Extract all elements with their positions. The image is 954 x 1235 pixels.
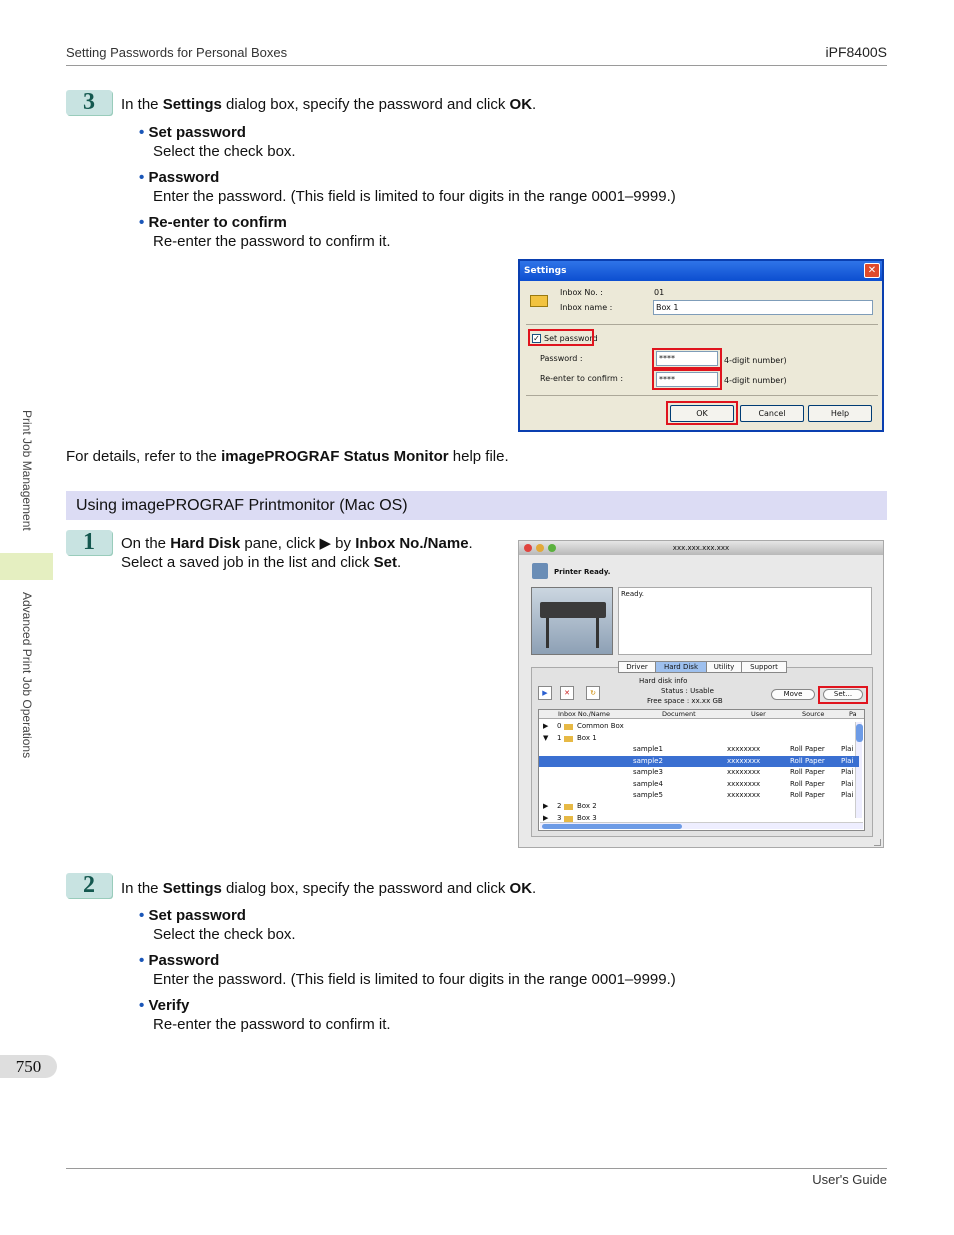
dialog-title: Settings <box>520 261 882 281</box>
job-user: xxxxxxxx <box>727 745 761 753</box>
step-3-bullet-password: • Password Enter the password. (This field is limited to four digits in the range 0001–9999.) <box>139 169 676 205</box>
bullet-dot: • <box>139 214 145 231</box>
printer-status-icon <box>532 563 548 579</box>
bullet-dot: • <box>139 997 145 1014</box>
close-icon[interactable]: ✕ <box>864 263 880 278</box>
print-job-icon[interactable]: ↻ <box>586 686 600 700</box>
password-hint: 4-digit number) <box>724 356 787 365</box>
hd-free-space: Free space : xx.xx GB <box>647 697 723 705</box>
disclosure-icon[interactable]: ▼ <box>543 733 549 742</box>
job-source: Roll Paper <box>790 779 825 788</box>
dialog-divider <box>526 395 878 396</box>
step-2-instruction: In the Settings dialog box, specify the password and click OK. <box>121 880 537 897</box>
box-name: Common Box <box>577 722 624 730</box>
job-paper: Plai <box>841 768 854 776</box>
box-number: 3 <box>557 813 562 822</box>
running-header-title: Setting Passwords for Personal Boxes <box>66 45 288 60</box>
step-2-bullet-set-password: • Set password Select the check box. <box>139 907 296 943</box>
job-document: sample5 <box>633 791 663 799</box>
step-1-instruction: On the Hard Disk pane, click ▶ by Inbox No./Name. Select a saved job in the list and click Set. <box>121 535 473 571</box>
step-1-badge: 1 <box>66 530 112 555</box>
printer-image <box>531 587 613 655</box>
col-document[interactable]: Document <box>662 710 696 718</box>
step-2-badge: 2 <box>66 873 112 898</box>
box-row-2[interactable] <box>539 801 859 813</box>
page-number: 750 <box>0 1055 57 1078</box>
set-password-checkbox[interactable]: ✓ <box>533 334 540 343</box>
box-name: Box 2 <box>577 802 597 810</box>
job-row-4[interactable] <box>539 779 859 791</box>
job-user: xxxxxxxx <box>727 768 761 776</box>
settings-dialog-screenshot <box>518 259 884 432</box>
reenter-hint: 4-digit number) <box>724 376 787 385</box>
password-label: Password : <box>540 354 583 363</box>
box-row-0[interactable] <box>539 721 859 733</box>
delete-job-icon[interactable]: ✕ <box>560 686 574 700</box>
col-pa[interactable]: Pa <box>849 710 857 718</box>
box-number: 1 <box>557 733 562 742</box>
col-user[interactable]: User <box>751 710 766 718</box>
close-icon[interactable] <box>524 544 532 552</box>
resize-grip-icon[interactable] <box>874 839 881 846</box>
password-input[interactable]: **** <box>656 351 718 366</box>
step-3-instruction: In the Settings dialog box, specify the password and click OK. <box>121 96 537 113</box>
printer-status-heading: Printer Ready. <box>554 568 611 576</box>
bullet-dot: • <box>139 124 145 141</box>
box-row-1[interactable] <box>539 733 859 745</box>
box-number: 2 <box>557 802 562 810</box>
tab-driver[interactable]: Driver <box>618 661 656 673</box>
job-paper: Plai <box>841 756 854 765</box>
step-3-bullet-reenter: • Re-enter to confirm Re-enter the password to confirm it. <box>139 214 391 250</box>
job-list-header <box>539 710 864 719</box>
highlight-reenter <box>652 369 722 390</box>
job-source: Roll Paper <box>790 756 825 765</box>
folder-icon <box>564 804 573 810</box>
job-paper: Plai <box>841 745 854 753</box>
step-2-bullet-verify: • Verify Re-enter the password to confirm it. <box>139 997 391 1033</box>
job-user: xxxxxxxx <box>727 756 761 765</box>
disclosure-icon[interactable]: ▶ <box>543 802 549 810</box>
mac-window-title: xxx.xxx.xxx.xxx <box>519 541 883 555</box>
folder-icon <box>564 724 573 730</box>
highlight-password <box>652 348 722 369</box>
folder-icon <box>564 736 573 742</box>
box-name: Box 1 <box>577 733 597 742</box>
header-rule <box>66 65 887 66</box>
horizontal-scrollbar[interactable] <box>540 822 863 829</box>
highlight-ok <box>666 401 738 425</box>
job-row-2-selected[interactable] <box>539 756 859 768</box>
col-inbox[interactable]: Inbox No./Name <box>558 710 611 718</box>
minimize-icon[interactable] <box>536 544 544 552</box>
ok-button[interactable]: OK <box>670 405 734 422</box>
box-number: 0 <box>557 722 562 730</box>
running-header-model: iPF8400S <box>825 44 887 60</box>
inbox-icon <box>530 295 548 307</box>
inbox-name-label: Inbox name : <box>560 303 613 312</box>
job-document: sample2 <box>633 756 663 765</box>
hd-info-title: Hard disk info <box>639 677 688 685</box>
horizontal-scroll-thumb[interactable] <box>542 824 682 829</box>
move-button[interactable]: Move <box>771 689 815 700</box>
status-text-area: Ready. <box>618 587 872 655</box>
highlight-set-button <box>818 686 868 704</box>
col-source[interactable]: Source <box>802 710 825 718</box>
inbox-no-value: 01 <box>654 288 665 297</box>
step-2-bullet-password: • Password Enter the password. (This field is limited to four digits in the range 0001–9999.) <box>139 952 676 988</box>
side-tab-print-job-management: Print Job Management <box>20 410 34 531</box>
side-tab-highlight <box>0 553 53 580</box>
box-name: Box 3 <box>577 813 597 822</box>
highlight-set-password <box>528 329 594 346</box>
dialog-divider <box>526 324 878 325</box>
inbox-no-label: Inbox No. : <box>560 288 603 297</box>
bullet-dot: • <box>139 952 145 969</box>
set-password-label: Set password <box>544 334 598 343</box>
job-source: Roll Paper <box>790 745 825 753</box>
job-paper: Plai <box>841 779 854 788</box>
tab-hard-disk[interactable]: Hard Disk <box>655 661 707 673</box>
folder-icon <box>564 816 573 822</box>
job-document: sample4 <box>633 779 663 788</box>
inbox-name-input[interactable]: Box 1 <box>653 300 873 315</box>
reenter-label: Re-enter to confirm : <box>540 374 624 383</box>
printmonitor-window-screenshot <box>518 540 884 848</box>
job-user: xxxxxxxx <box>727 791 761 799</box>
job-row-3[interactable] <box>539 767 859 779</box>
disclosure-icon[interactable]: ▶ <box>543 722 549 730</box>
step-3-badge: 3 <box>66 90 112 115</box>
play-arrow-icon: ▶ <box>319 535 331 552</box>
job-user: xxxxxxxx <box>727 779 761 788</box>
bullet-dot: • <box>139 907 145 924</box>
job-document: sample3 <box>633 768 663 776</box>
section-heading: Using imagePROGRAF Printmonitor (Mac OS) <box>66 491 887 520</box>
disclosure-icon[interactable]: ▶ <box>543 813 549 822</box>
job-document: sample1 <box>633 745 663 753</box>
job-paper: Plai <box>841 791 854 799</box>
footer-guide-name: User's Guide <box>812 1172 887 1187</box>
side-tab-advanced-operations: Advanced Print Job Operations <box>20 592 34 759</box>
footer-rule <box>66 1168 887 1169</box>
cancel-button[interactable]: Cancel <box>740 405 804 422</box>
job-source: Roll Paper <box>790 791 825 799</box>
reenter-input[interactable]: **** <box>656 372 718 387</box>
job-source: Roll Paper <box>790 768 825 776</box>
help-button[interactable]: Help <box>808 405 872 422</box>
tab-utility[interactable]: Utility <box>706 661 742 673</box>
job-row-1[interactable] <box>539 744 859 756</box>
job-row-5[interactable] <box>539 790 859 802</box>
set-button[interactable]: Set... <box>823 689 863 700</box>
details-reference: For details, refer to the imagePROGRAF Status Monitor help file. <box>66 448 509 465</box>
bullet-dot: • <box>139 169 145 186</box>
tab-support[interactable]: Support <box>741 661 787 673</box>
expand-icon[interactable]: ▶ <box>538 686 552 700</box>
step-3-bullet-set-password: • Set password Select the check box. <box>139 124 296 160</box>
hd-status: Status : Usable <box>661 687 714 695</box>
zoom-icon[interactable] <box>548 544 556 552</box>
